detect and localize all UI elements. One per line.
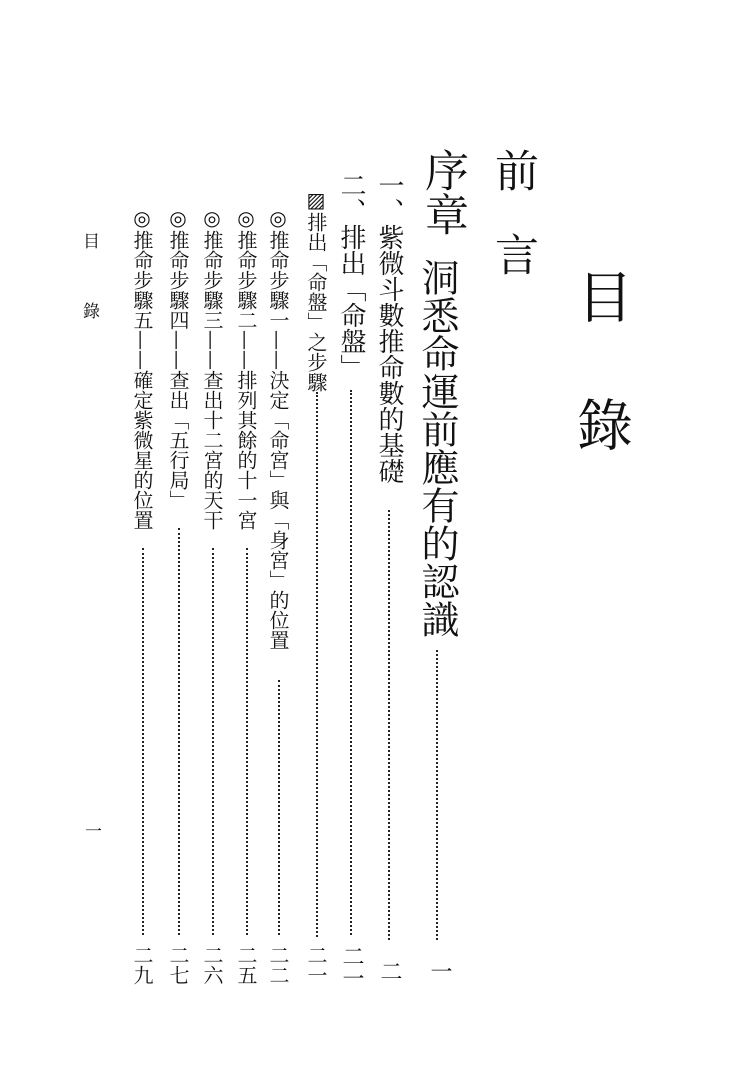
step-4[interactable]: ◎推命步驟四——查出「五行局」 [166,206,190,510]
leader-dots [278,680,280,935]
step-1[interactable]: ◎推命步驟一——決定「命宮」與「身宮」的位置 [266,206,290,650]
foreword-page: 一 [427,960,452,982]
leader-dots [316,392,318,937]
leader-dots [436,650,438,940]
leader-dots [212,548,214,935]
page-title-char-1: 目 [568,268,633,324]
step-1-page: 二二 [266,945,290,985]
page-title-char-2: 錄 [568,396,633,452]
leader-dots [246,548,248,935]
step-4-page: 二七 [166,945,190,985]
chapter-prefix: 序章 [417,148,468,236]
page-number: 一 [81,822,101,839]
page-title [568,268,633,452]
foreword-label[interactable]: 前言 [487,148,538,276]
step-2[interactable]: ◎推命步驟二——排列其餘的十一宮 [234,206,258,530]
running-header: 目 錄 [79,232,99,337]
leader-dots [350,390,352,935]
chapter-title[interactable]: 洞悉命運前應有的認識 [415,258,459,638]
subsection-page: 二一 [304,945,328,985]
leader-dots [178,528,180,935]
step-5[interactable]: ◎推命步驟五——確定紫微星的位置 [130,206,154,530]
step-3[interactable]: ◎推命步驟三——查出十二宮的天干 [200,206,224,530]
chapter-entry-1[interactable]: 一、紫微斗數推命數的基礎 [374,172,404,484]
step-5-page: 二九 [130,945,154,985]
leader-dots [388,510,390,940]
step-3-page: 二六 [200,945,224,985]
hatched-square-icon: ▨ [304,188,328,212]
chapter-entry-1-page: 二 [377,960,402,982]
subsection-title[interactable]: ▨排出「命盤」之步驟 [304,188,328,392]
step-2-page: 二五 [234,945,258,985]
chapter-entry-2[interactable]: 二、排出「命盤」 [336,172,366,380]
chapter-entry-2-page: 二一 [339,945,364,989]
leader-dots [142,548,144,935]
